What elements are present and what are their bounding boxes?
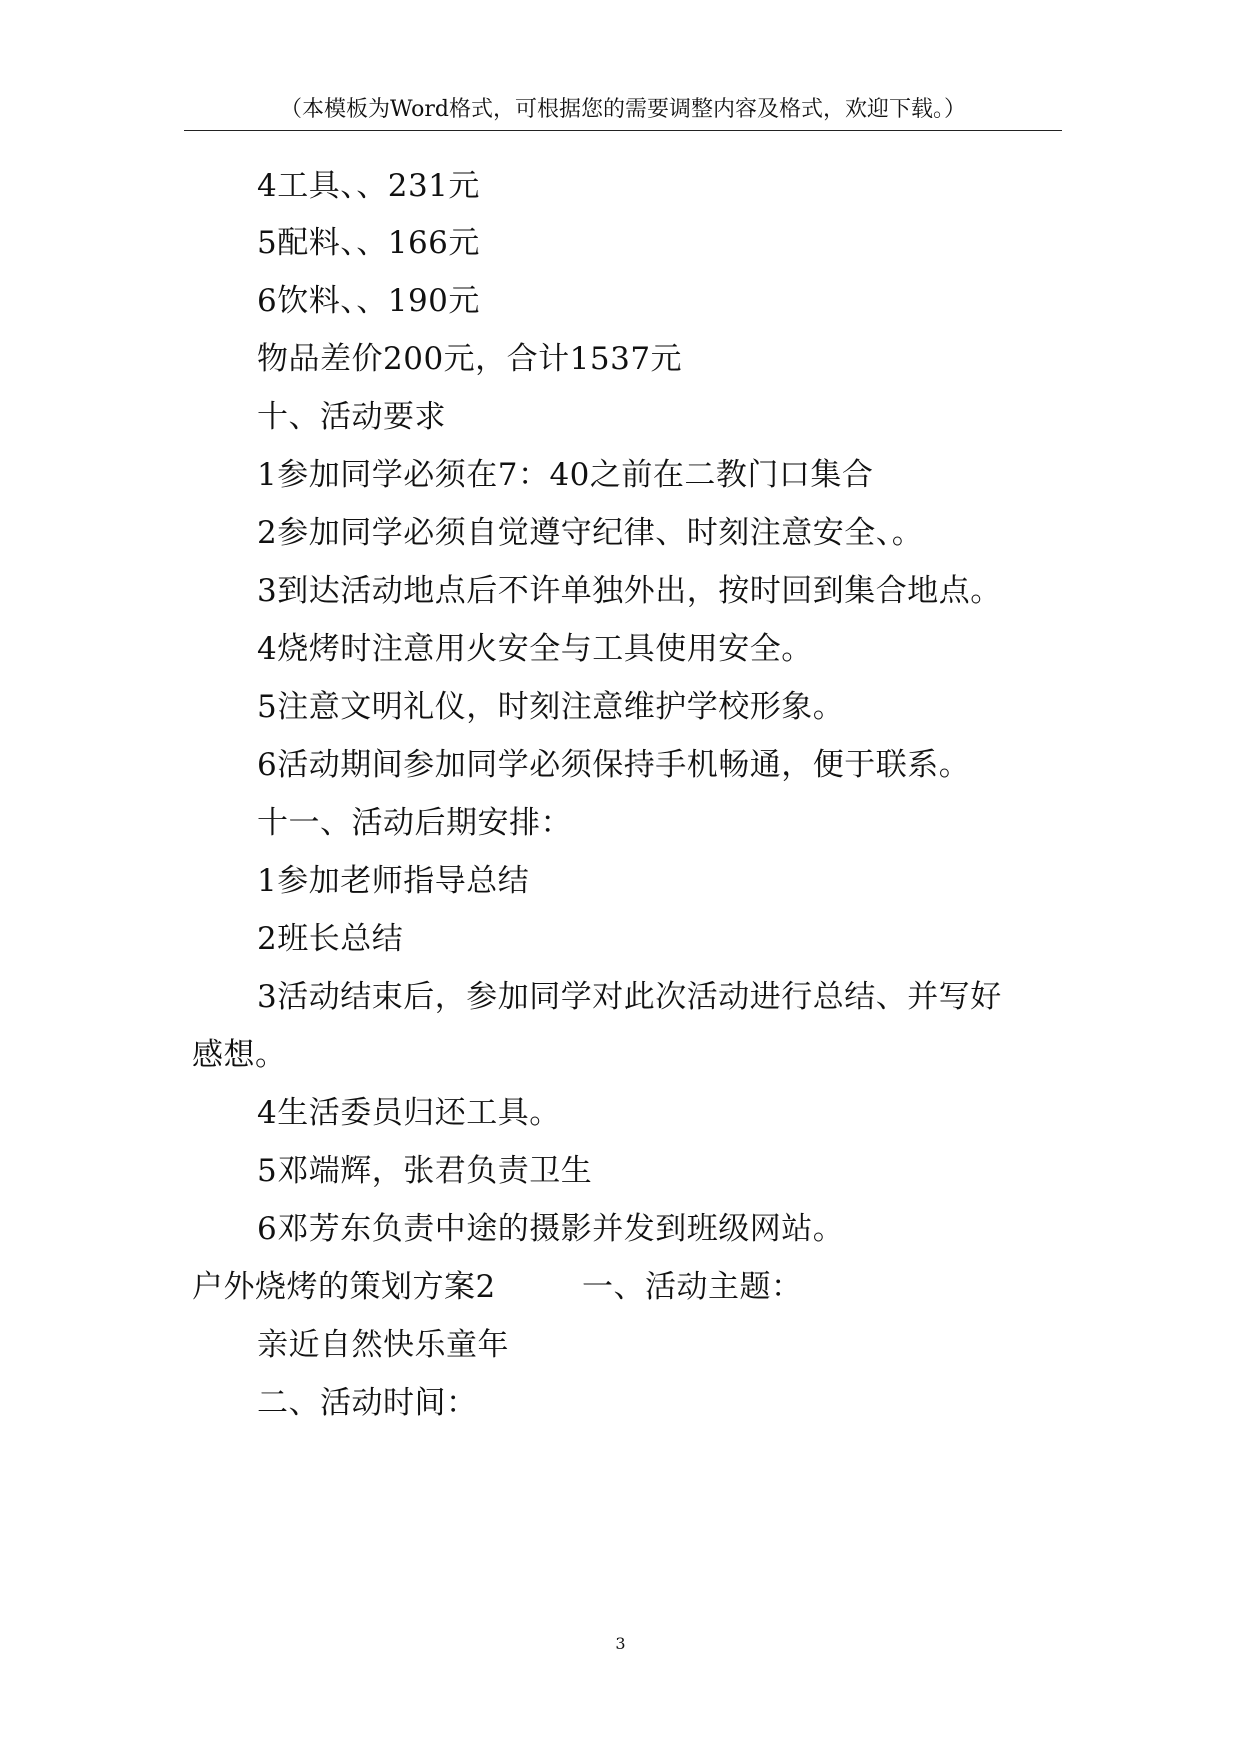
cost-item-tools: 4工具、、231元 [257, 168, 480, 204]
section-heading-theme: 一、活动主题： [582, 1269, 803, 1305]
followup-item: 6邓芳东负责中途的摄影并发到班级网站。 [257, 1211, 845, 1247]
section-heading-time: 二、活动时间： [257, 1385, 478, 1421]
requirement-item: 1参加同学必须在7：40之前在二教门口集合 [257, 457, 874, 493]
followup-item-continuation: 感想。 [192, 1037, 287, 1073]
plan-title: 户外烧烤的策划方案2 [192, 1269, 496, 1305]
requirement-item: 4烧烤时注意用火安全与工具使用安全。 [257, 631, 813, 667]
requirement-item: 2参加同学必须自觉遵守纪律、时刻注意安全、。 [257, 515, 924, 551]
followup-item: 3活动结束后，参加同学对此次活动进行总结、并写好 [257, 979, 1002, 1015]
section-heading-requirements: 十、活动要求 [257, 399, 446, 435]
page-number: 3 [615, 1634, 626, 1653]
cost-item-drinks: 6饮料、、190元 [257, 283, 480, 319]
followup-item: 5邓端辉，张君负责卫生 [257, 1153, 593, 1189]
section-heading-followup: 十一、活动后期安排： [257, 805, 572, 841]
cost-item-ingredients: 5配料、、166元 [257, 225, 480, 261]
followup-item: 2班长总结 [257, 921, 404, 957]
cost-total: 物品差价200元，合计1537元 [257, 341, 683, 377]
requirement-item: 5注意文明礼仪，时刻注意维护学校形象。 [257, 689, 845, 725]
template-notice: （本模板为Word格式，可根据您的需要调整内容及格式，欢迎下载。） [280, 97, 966, 122]
requirement-item: 6活动期间参加同学必须保持手机畅通，便于联系。 [257, 747, 971, 783]
followup-item: 1参加老师指导总结 [257, 863, 530, 899]
theme-text: 亲近自然快乐童年 [257, 1327, 509, 1363]
header-divider [184, 130, 1062, 131]
followup-item: 4生活委员归还工具。 [257, 1095, 561, 1131]
requirement-item: 3到达活动地点后不许单独外出，按时回到集合地点。 [257, 573, 1002, 609]
